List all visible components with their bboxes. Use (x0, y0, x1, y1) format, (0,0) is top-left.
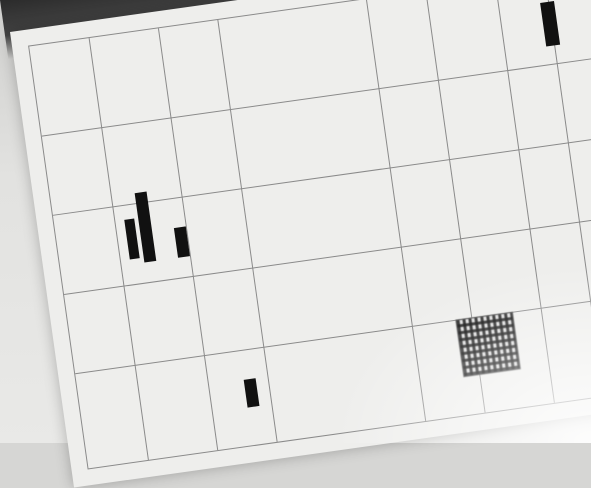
body-text (289, 30, 317, 228)
redaction-block (244, 378, 260, 407)
light-glare (331, 263, 591, 443)
grid-line (158, 28, 218, 450)
grid-line (42, 57, 591, 137)
grid-line (89, 38, 149, 460)
redaction-block (540, 1, 560, 47)
redaction-block (124, 219, 139, 260)
grid-line (53, 136, 591, 216)
